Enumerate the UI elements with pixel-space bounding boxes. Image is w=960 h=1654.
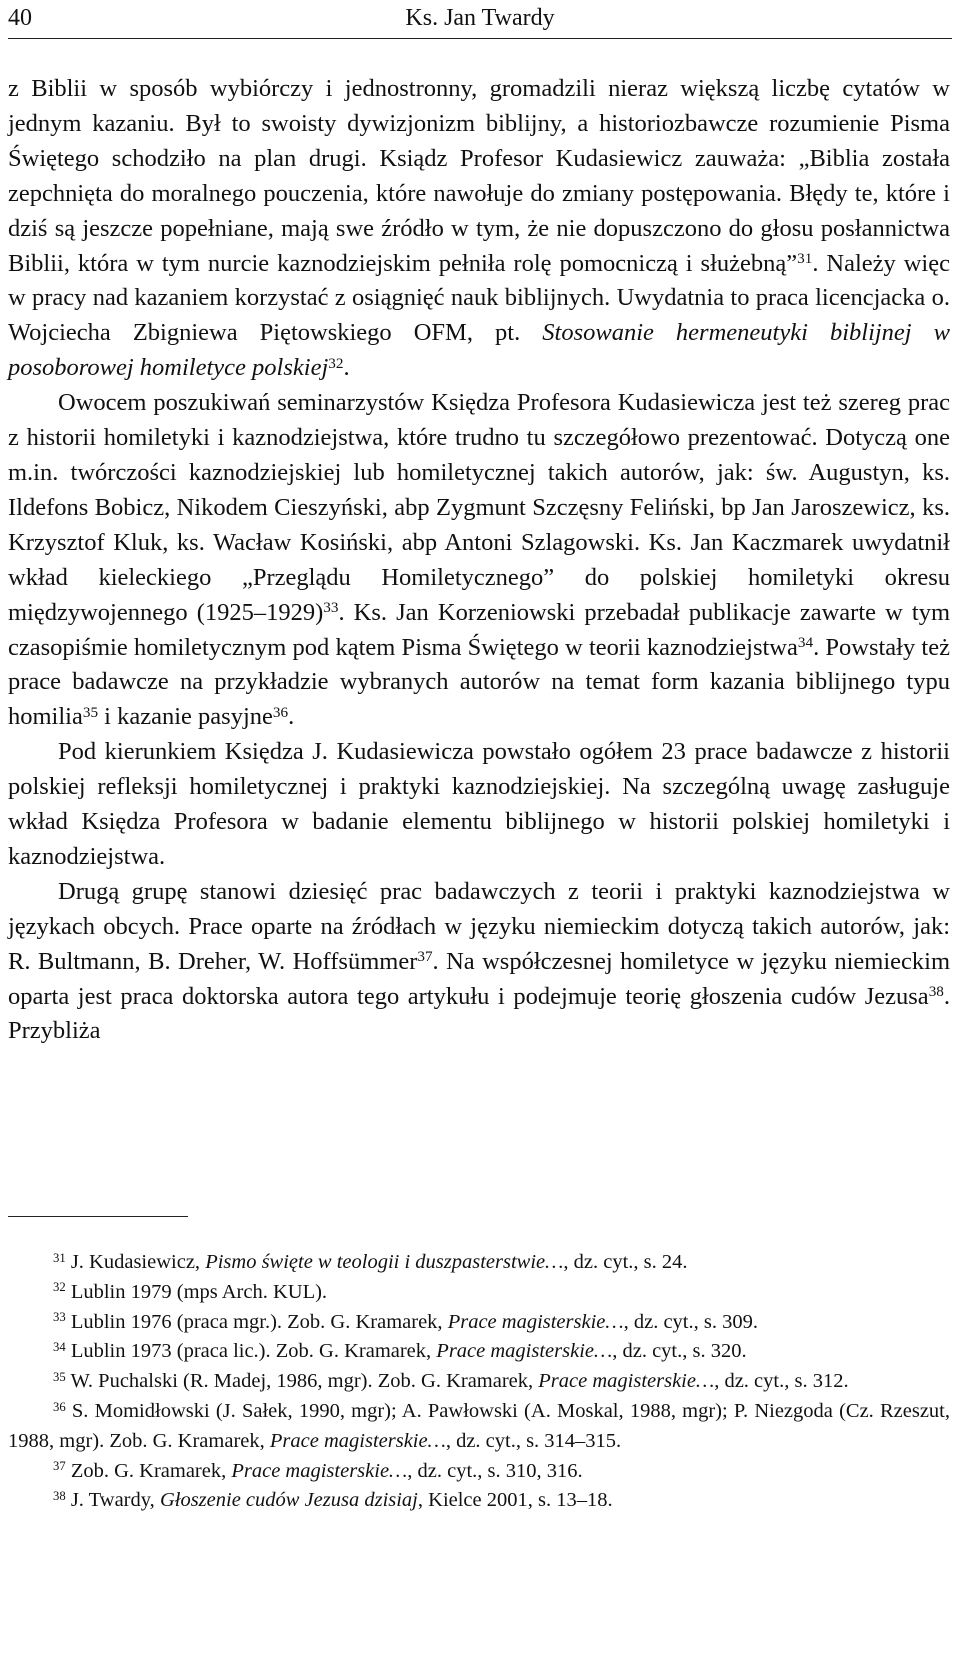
footnote-number: 38 xyxy=(53,1489,66,1504)
italic-title: Stosowanie hermeneutyki biblijnej w posoborowej homiletyce polskiej xyxy=(8,319,951,382)
page-header xyxy=(8,0,952,40)
footnote-number: 32 xyxy=(53,1280,66,1295)
text-run: z Biblii w sposób wybiórczy i jednostronny, gromadzili nieraz większą liczbę cytatów w jednym kazaniu. Był to swoisty dywizjonizm biblijny, a historiozbawcze rozumienie Pisma Świętego schodziło na plan drugi. Ksiądz Profesor Kudasiewicz zauważa: „Biblia została zepchnięta do moralnego pouczenia, które nawołuje do zmiany postępowania. Błędy te, które i dziś są jeszcze popełniane, mają swe źródło w tym, że nie dopuszczono do głosu posłannictwa Biblii, która w tym nurcie kaznodziejskim pełniła rolę pomocniczą i służebną” xyxy=(8,75,950,277)
text-run: . xyxy=(288,703,295,731)
footnote-number: 35 xyxy=(53,1369,66,1384)
text-run: . Na współczesnej homiletyce w języku niemieckim oparta jest praca doktorska autora tego artykułu i podejmuje teorię głoszenia cudów Jezusa xyxy=(8,947,951,1010)
italic-title: Prace magisterskie… xyxy=(436,1340,613,1363)
footnote-number: 33 xyxy=(53,1310,66,1325)
text-run: Pod kierunkiem Księdza J. Kudasiewicza powstało ogółem 23 prace badawcze z historii polskiej refleksji homiletycznej i praktyki kaznodziejskiej. Na szczególną uwagę zasługuje wkład Księdza Profesora w badanie elementu biblijnego w historii polskiej homiletyki i kaznodziejstwa. xyxy=(8,738,950,870)
footnote xyxy=(8,1337,950,1367)
italic-title: Prace magisterskie… xyxy=(269,1429,446,1452)
paragraph xyxy=(8,735,950,875)
text-run: Drugą grupę stanowi dziesięć prac badawczych z teorii i praktyki kaznodziejstwa w językach obcych. Prace oparte na źródłach w języku niemieckim dotyczą takich autorów, jak: R. Bultmann, B. Dreher, W. Hoffsümmer xyxy=(8,877,950,975)
footnote xyxy=(8,1397,950,1457)
footnote-separator xyxy=(8,1216,188,1217)
text-run: Lublin 1979 (mps Arch. KUL). xyxy=(70,1280,328,1303)
footnote xyxy=(8,1457,950,1487)
text-run: J. Twardy, xyxy=(70,1489,160,1512)
text-run: , dz. cyt., s. 312. xyxy=(714,1370,849,1393)
footnotes xyxy=(8,1248,950,1516)
text-run: Lublin 1976 (praca mgr.). Zob. G. Kramarek, xyxy=(70,1310,448,1333)
footnote xyxy=(8,1278,950,1308)
text-run: . Należy więc w pracy nad kazaniem korzystać z osiągnięć nauk biblijnych. Uwydatnia to praca licencjacka o. Wojciecha Zbigniewa Piętowskiego OFM, pt. xyxy=(8,249,950,347)
text-run: . xyxy=(343,354,350,382)
footnote-reference: 33 xyxy=(323,599,339,616)
footnote xyxy=(8,1308,950,1338)
footnote xyxy=(8,1486,950,1516)
italic-title: Prace magisterskie… xyxy=(231,1459,408,1482)
text-run: . Przybliża xyxy=(8,982,950,1045)
page-number: 40 xyxy=(8,5,32,31)
text-run: . Powstały też prace badawcze na przykładzie wybranych autorów na temat form kazania biblijnego typu homilia xyxy=(8,633,950,731)
text-run: , dz. cyt., s. 309. xyxy=(623,1310,758,1333)
footnote-reference: 34 xyxy=(797,633,814,651)
main-text xyxy=(8,72,950,1049)
footnote-reference: 36 xyxy=(272,703,289,721)
footnote-number: 31 xyxy=(53,1250,66,1265)
text-run: Lublin 1973 (praca lic.). Zob. G. Kramarek, xyxy=(70,1340,437,1363)
footnote-number: 37 xyxy=(53,1459,66,1474)
text-run: , dz. cyt., s. 24. xyxy=(563,1251,688,1273)
text-run: , dz. cyt., s. 320. xyxy=(612,1340,747,1363)
italic-title: Prace magisterskie… xyxy=(538,1370,715,1393)
header-rule xyxy=(8,38,952,39)
paragraph xyxy=(8,386,950,735)
text-run: Zob. G. Kramarek, xyxy=(70,1459,232,1482)
footnote-number: 34 xyxy=(53,1340,66,1355)
italic-title: Prace magisterskie… xyxy=(447,1310,624,1333)
text-run: , Kielce 2001, s. 13–18. xyxy=(417,1489,613,1512)
text-run: . Ks. Jan Korzeniowski przebadał publikacje zawarte w tym czasopiśmie homiletycznym pod kątem Pisma Świętego w teorii kaznodziejstwa xyxy=(8,598,951,661)
footnote xyxy=(8,1248,950,1278)
text-run: i kazanie pasyjne xyxy=(98,703,273,731)
footnote-reference: 31 xyxy=(797,249,813,267)
footnote-reference: 35 xyxy=(82,703,99,721)
paragraph xyxy=(8,875,950,1050)
footnote-reference: 32 xyxy=(328,354,344,372)
text-run: W. Puchalski (R. Madej, 1986, mgr). Zob. G. Kramarek, xyxy=(70,1370,539,1393)
running-title: Ks. Jan Twardy xyxy=(405,5,555,31)
text-run: , dz. cyt., s. 314–315. xyxy=(445,1429,622,1452)
footnote-number: 36 xyxy=(53,1399,66,1414)
text-run: S. Momidłowski (J. Sałek, 1990, mgr); A. Pawłowski (A. Moskal, 1988, mgr); P. Niezgoda (Cz. Rzeszut, 1988, mgr). Zob. G. Kramarek, xyxy=(8,1399,950,1452)
italic-title: Głoszenie cudów Jezusa dzisiaj xyxy=(159,1489,418,1512)
text-run: J. Kudasiewicz, xyxy=(70,1251,206,1273)
paragraph xyxy=(8,72,950,386)
text-run: Owocem poszukiwań seminarzystów Księdza Profesora Kudasiewicza jest też szereg prac z historii homiletyki i kaznodziejstwa, które trudno tu szczegółowo prezentować. Dotyczą one m.in. twórczości kaznodziejskiej lub homiletycznej takich autorów, jak: św. Augustyn, ks. Ildefons Bobicz, Nikodem Cieszyński, abp Zygmunt Szczęsny Feliński, bp Jan Jaroszewicz, ks. Krzysztof Kluk, ks. Wacław Kosiński, abp Antoni Szlagowski. Ks. Jan Kaczmarek uwydatnił wkład kieleckiego „Przeglądu Homiletycznego” do polskiej homiletyki okresu międzywojennego (1925–1929) xyxy=(8,389,950,626)
text-run: , dz. cyt., s. 310, 316. xyxy=(407,1459,583,1482)
footnote-reference: 37 xyxy=(417,948,433,966)
footnote-reference: 38 xyxy=(928,982,944,1000)
italic-title: Pismo święte w teologii i duszpasterstwie… xyxy=(205,1251,564,1273)
footnote xyxy=(8,1367,950,1397)
